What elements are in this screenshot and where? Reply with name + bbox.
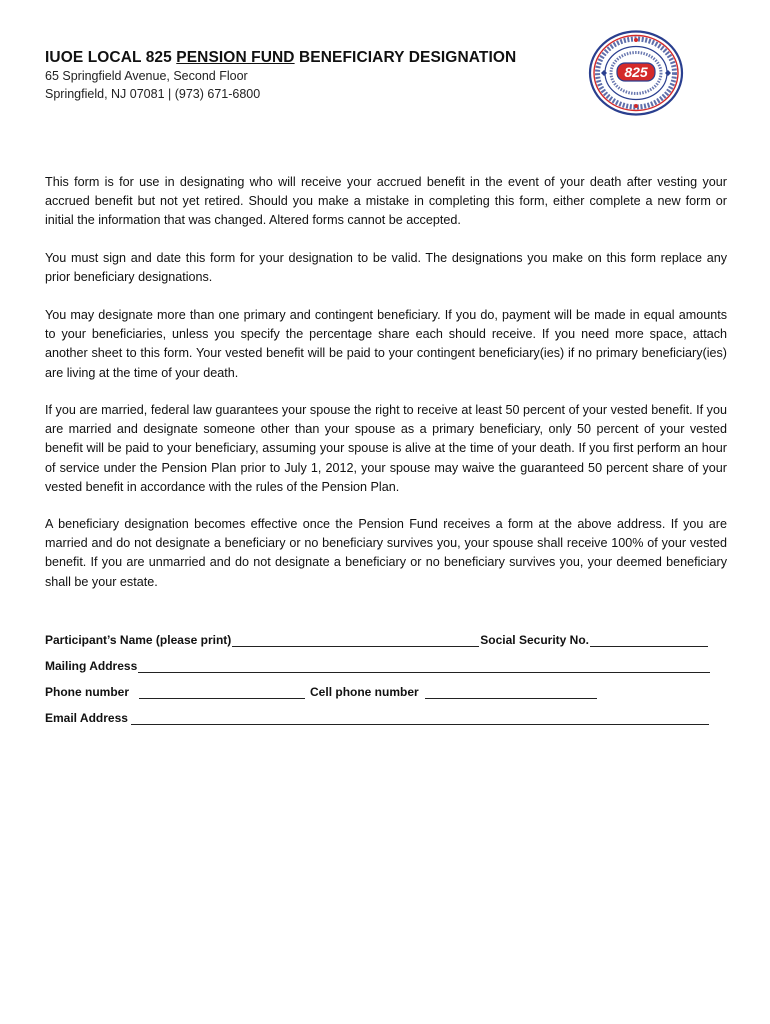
title-part-1: IUOE LOCAL 825: [45, 49, 177, 66]
mailing-address-row: [45, 659, 711, 673]
address-line-2: Springfield, NJ 07081 | (973) 671-6800: [45, 87, 261, 101]
cell-phone-input[interactable]: [425, 687, 597, 699]
paragraph-signature: You must sign and date this form for your designation to be valid. The designations you make on this form replace any prior beneficiary designations.: [45, 251, 727, 285]
phone-input[interactable]: [139, 687, 305, 699]
union-seal-logo: [588, 30, 684, 116]
title-underlined: PENSION FUND: [176, 49, 295, 66]
email-address-input[interactable]: [131, 713, 709, 725]
cell-phone-label: Cell phone number: [310, 685, 419, 699]
participant-name-input[interactable]: [232, 635, 479, 647]
ssn-label: Social Security No.: [480, 633, 589, 647]
mailing-address-label: Mailing Address: [45, 659, 138, 673]
phone-row: [45, 685, 598, 699]
title-part-2: BENEFICIARY DESIGNATION: [294, 49, 517, 66]
ssn-input[interactable]: [590, 635, 708, 647]
form-title: [45, 49, 516, 67]
participant-name-label: Participant’s Name (please print): [45, 633, 232, 647]
seal-number: 825: [624, 64, 648, 80]
mailing-address-input[interactable]: [138, 661, 710, 673]
email-address-label: Email Address: [45, 711, 128, 725]
phone-label: Phone number: [45, 685, 130, 699]
paragraph-effective: A beneficiary designation becomes effective once the Pension Fund receives a form at the above address. If you are married and do not designate a beneficiary or no beneficiary survives you, your spouse shall receive 100% of your vested benefit. If you are unmarried and do not designate a beneficiary or no beneficiary survives you, your deemed beneficiary shall be your estate.: [45, 517, 727, 589]
email-row: [45, 711, 710, 725]
participant-info-row: [45, 633, 709, 647]
address-line-1: 65 Springfield Avenue, Second Floor: [45, 69, 248, 83]
paragraph-purpose: This form is for use in designating who will receive your accrued benefit in the event of your death after vesting your accrued benefit but not yet retired. Should you make a mistake in completing this form, either complete a new form or initial the information that was changed. Altered forms cannot be accepted.: [45, 175, 727, 228]
paragraph-multiple-beneficiaries: You may designate more than one primary and contingent beneficiary. If you do, payment will be made in equal amounts to your beneficiaries, unless you specify the percentage share each should receive. If you need more space, attach another sheet to this form. Your vested benefit will be paid to your contingent beneficiary(ies) if no primary beneficiary(ies) are living at the time of your death.: [45, 308, 727, 380]
paragraph-married: If you are married, federal law guarantees your spouse the right to receive at least 50 percent of your vested benefit. If you are married and designate someone other than your spouse as a primary beneficiary, only 50 percent of your vested benefit will be paid to your beneficiary, assuming your spouse is alive at the time of your death. If you first perform an hour of service under the Pension Plan prior to July 1, 2012, your spouse may waive the guaranteed 50 percent share of your vested benefit in accordance with the rules of the Pension Plan.: [45, 403, 727, 494]
